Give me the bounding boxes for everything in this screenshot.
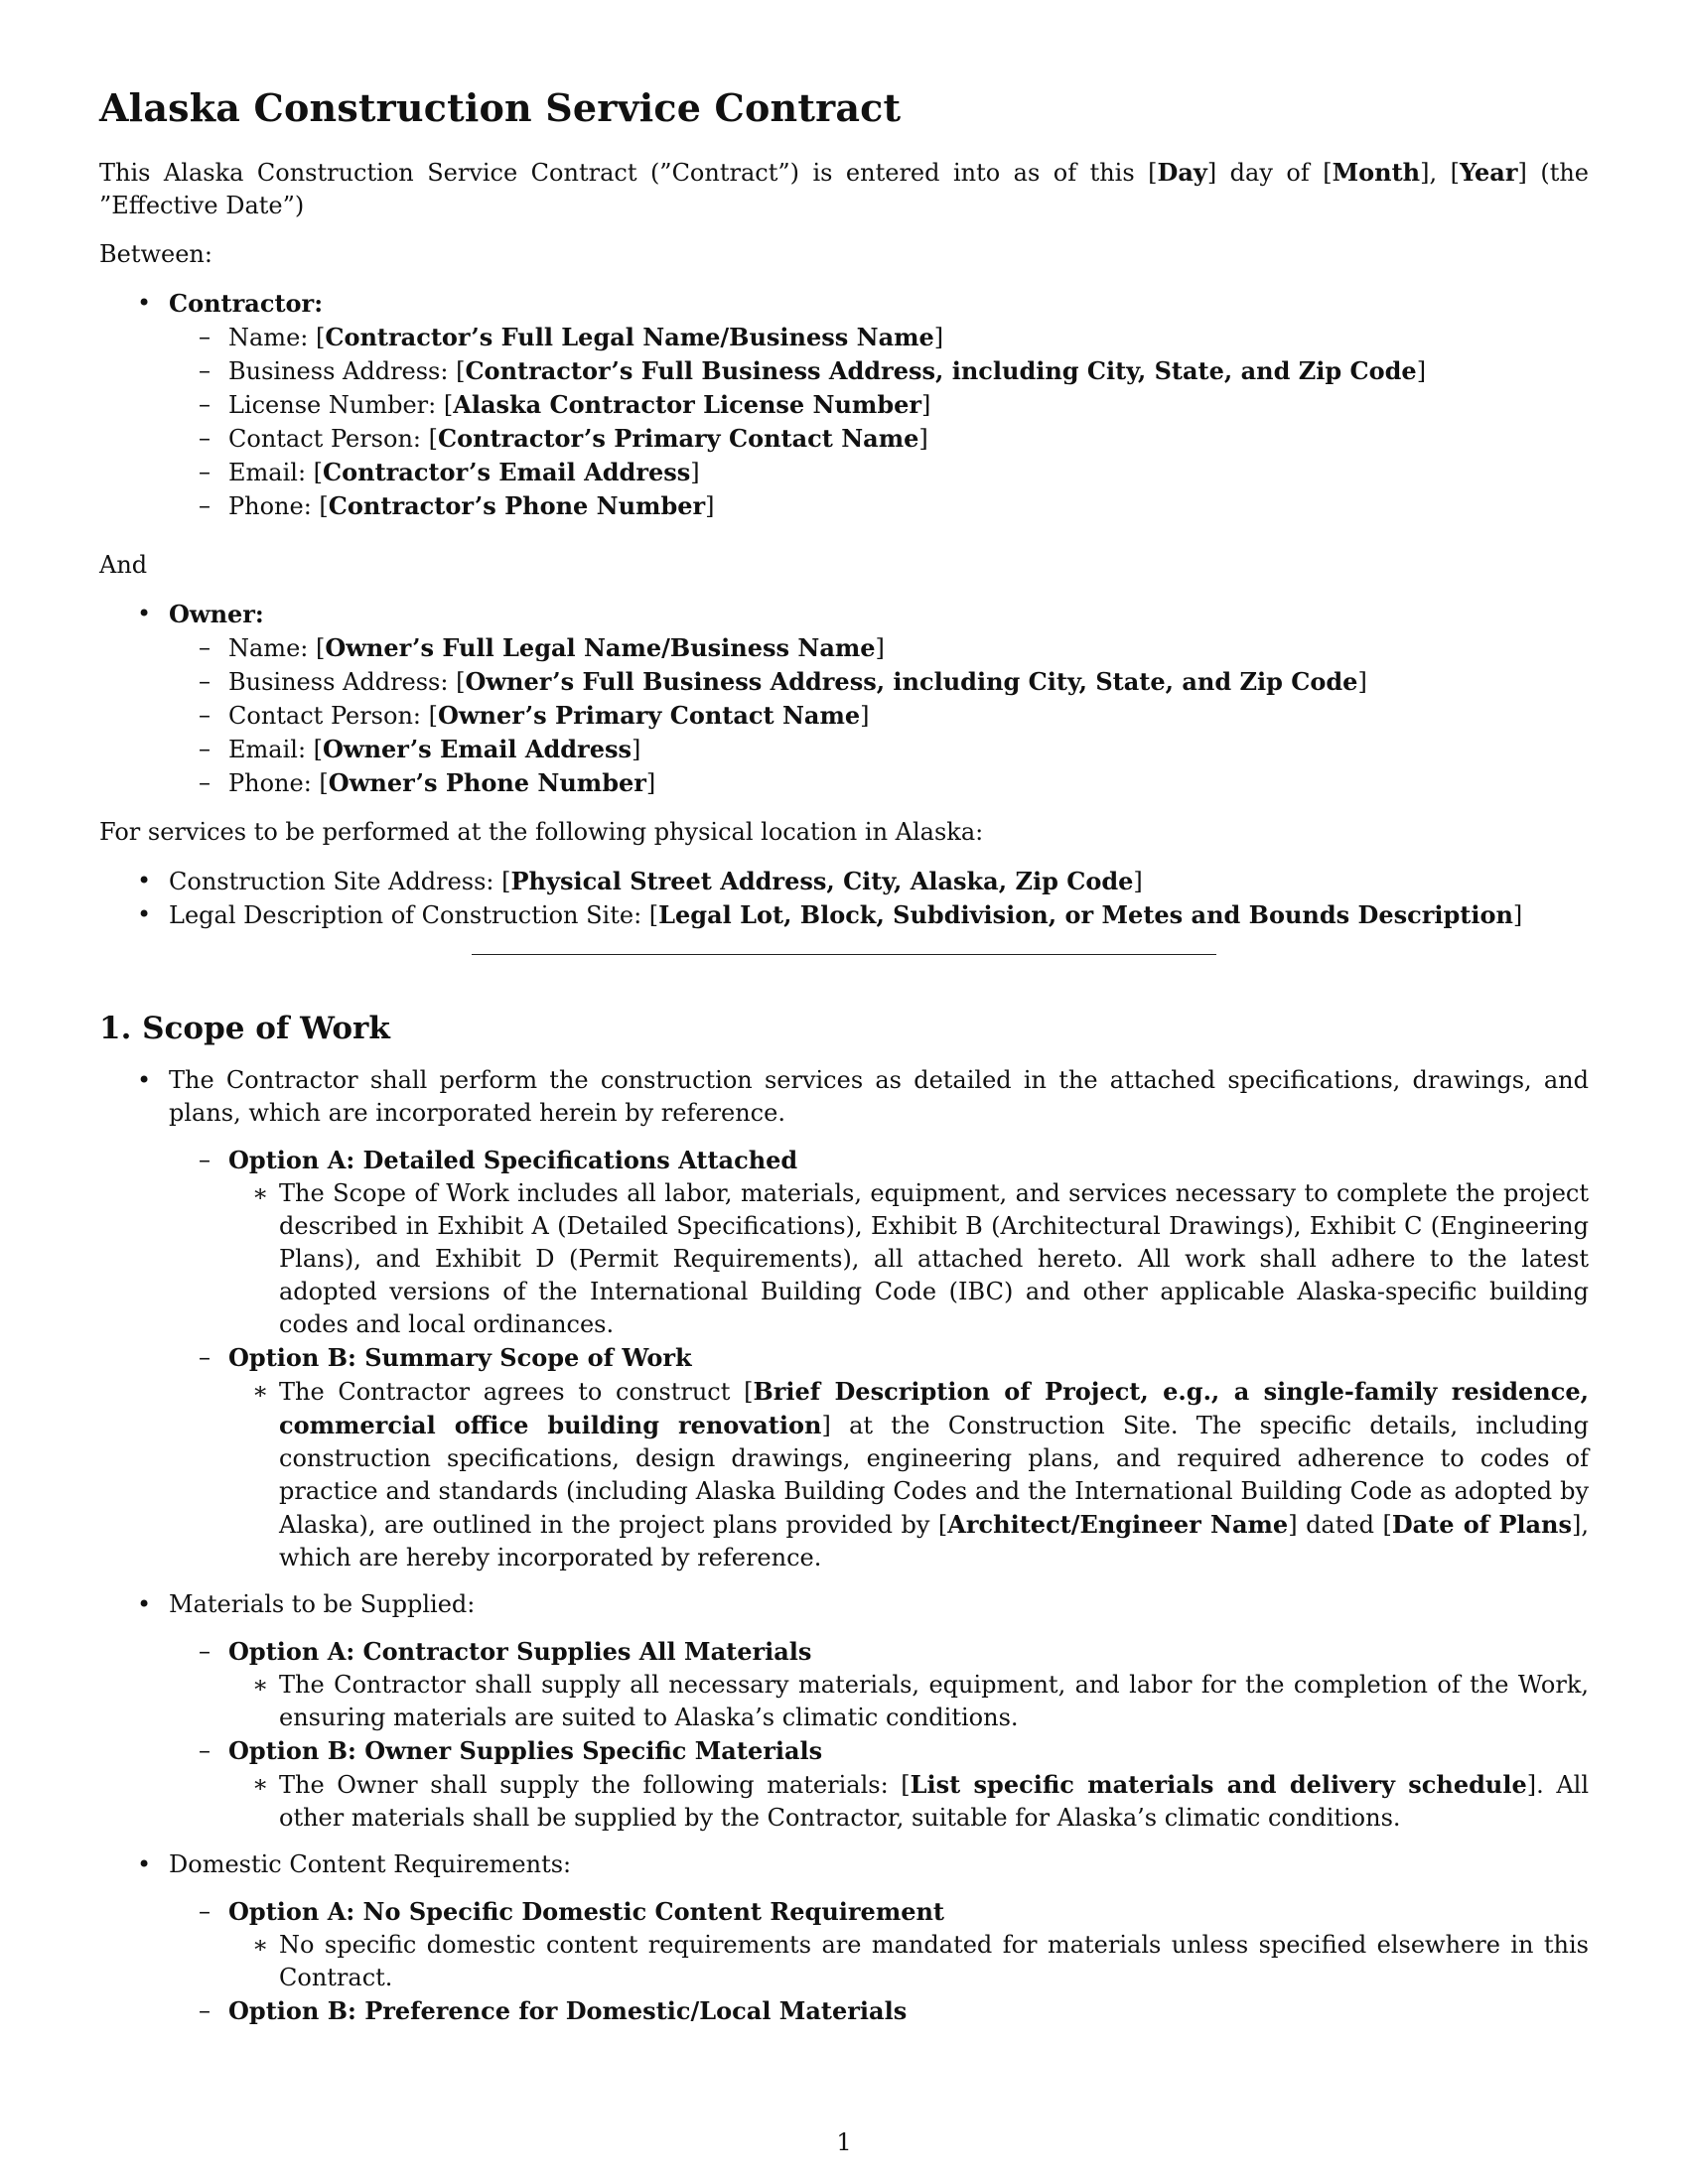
- scope-option-b-text: ∗ The Contractor agrees to construct [Brief Description of Project, e.g., a single-family residence, commercial office building renovation] at the Construction Site. The specific details, including construction specifications, design drawings, engineering plans, and required adherence to codes of practice and standards (including Alaska Building Codes and the International Building Code as adopted by Alaska), are outlined in the project plans provided by [Architect/Engineer Name] dated [Date of Plans], which are hereby incorporated by reference.: [228, 1375, 1589, 1574]
- contractor-address-field: – Business Address: [Contractor’s Full Business Address, including City, State, and Zip Code]: [169, 354, 1589, 388]
- scope-option-a-text: ∗ The Scope of Work includes all labor, materials, equipment, and services necessary to complete the project described in Exhibit A (Detailed Specifications), Exhibit B (Architectural Drawings), Exhibit C (Engineering Plans), and Exhibit D (Permit Requirements), all attached hereto. All work shall adhere to the latest adopted versions of the International Building Code (IBC) and other applicable Alaska-specific building codes and local ordinances.: [228, 1177, 1589, 1341]
- materials-option-b-title: Option B: Owner Supplies Specific Materials: [228, 1736, 823, 1765]
- owner-fields: [169, 631, 1589, 800]
- contractor-heading: Contractor:: [169, 289, 324, 318]
- materials-option-a-text: ∗ The Contractor shall supply all necessary materials, equipment, and labor for the completion of the Work, ensuring materials are suited to Alaska’s climatic conditions.: [228, 1669, 1589, 1734]
- intro-paragraph: [99, 156, 1589, 222]
- site-address-item: • Construction Site Address: [Physical Street Address, City, Alaska, Zip Code]: [99, 865, 1589, 898]
- materials-option-b-text: ∗ The Owner shall supply the following materials: [List specific materials and delivery schedule]. All other materials shall be supplied by the Contractor, suitable for Alaska’s climatic conditions.: [228, 1768, 1589, 1835]
- intro-text: This Alaska Construction Service Contract (”Contract”) is entered into as of this [: [99, 159, 1158, 187]
- domestic-option-b: [169, 1994, 1589, 2028]
- contractor-block: [99, 287, 1589, 523]
- between-label: Between:: [99, 240, 212, 268]
- intro-text: ] (the ”Effective Date”): [99, 159, 1589, 219]
- owner-item: [99, 598, 1589, 800]
- materials-item: [99, 1588, 1589, 1835]
- contractor-name-field: – Name: [Contractor’s Full Legal Name/Business Name]: [169, 321, 1589, 354]
- contractor-license-field: – License Number: [Alaska Contractor License Number]: [169, 388, 1589, 422]
- materials-options: [169, 1635, 1589, 1835]
- domestic-option-a-title: Option A: No Specific Domestic Content Requirement: [228, 1897, 945, 1926]
- materials-label: Materials to be Supplied:: [169, 1590, 476, 1618]
- scope-intro-item: [99, 1064, 1589, 1574]
- scope-option-b-title: Option B: Summary Scope of Work: [228, 1343, 692, 1372]
- owner-email-field: – Email: [Owner’s Email Address]: [169, 733, 1589, 766]
- scope-option-a-details: [228, 1177, 1589, 1341]
- horizontal-rule: [472, 954, 1216, 955]
- materials-option-a-title: Option A: Contractor Supplies All Materials: [228, 1637, 812, 1666]
- intro-text: ], [: [1420, 159, 1460, 187]
- owner-heading: Owner:: [169, 600, 264, 628]
- legal-description-item: • Legal Description of Construction Site: [Legal Lot, Block, Subdivision, or Metes and Bounds Description]: [99, 898, 1589, 932]
- placeholder-month: Month: [1332, 158, 1421, 187]
- owner-block: [99, 598, 1589, 800]
- materials-option-b-details: [228, 1768, 1589, 1835]
- document-title: Alaska Construction Service Contract: [99, 85, 902, 130]
- domestic-option-a: [169, 1895, 1589, 1994]
- intro-text: ] day of [: [1206, 159, 1333, 187]
- owner-address-field: – Business Address: [Owner’s Full Business Address, including City, State, and Zip Code]: [169, 665, 1589, 699]
- location-list: [99, 865, 1589, 932]
- domestic-option-a-text: ∗ No specific domestic content requirements are mandated for materials unless specified elsewhere in this Contract.: [228, 1929, 1589, 1994]
- contractor-contact-field: – Contact Person: [Contractor’s Primary Contact Name]: [169, 422, 1589, 456]
- contractor-fields: [169, 321, 1589, 523]
- scope-of-work-list: [99, 1064, 1589, 2028]
- domestic-option-a-details: [228, 1929, 1589, 1994]
- domestic-content-item: [99, 1848, 1589, 2028]
- domestic-options: [169, 1895, 1589, 2028]
- materials-option-a-details: [228, 1669, 1589, 1734]
- owner-contact-field: – Contact Person: [Owner’s Primary Contact Name]: [169, 699, 1589, 733]
- section-1-heading: 1. Scope of Work: [99, 1011, 390, 1046]
- materials-option-b: [169, 1734, 1589, 1835]
- scope-option-a-title: Option A: Detailed Specifications Attached: [228, 1146, 798, 1174]
- domestic-content-label: Domestic Content Requirements:: [169, 1850, 572, 1878]
- scope-option-b: [169, 1341, 1589, 1574]
- owner-phone-field: – Phone: [Owner’s Phone Number]: [169, 766, 1589, 800]
- placeholder-year: Year: [1459, 158, 1518, 187]
- location-intro: For services to be performed at the following physical location in Alaska:: [99, 818, 984, 846]
- scope-option-b-details: [228, 1375, 1589, 1574]
- contractor-phone-field: – Phone: [Contractor’s Phone Number]: [169, 489, 1589, 523]
- scope-option-a: [169, 1144, 1589, 1341]
- scope-options: [169, 1144, 1589, 1574]
- page-number: 1: [836, 2128, 852, 2156]
- scope-intro-text: The Contractor shall perform the construction services as detailed in the attached specifications, drawings, and plans, which are incorporated herein by reference.: [169, 1066, 1589, 1127]
- owner-name-field: – Name: [Owner’s Full Legal Name/Business Name]: [169, 631, 1589, 665]
- contractor-item: [99, 287, 1589, 523]
- placeholder-day: Day: [1157, 158, 1207, 187]
- contractor-email-field: – Email: [Contractor’s Email Address]: [169, 456, 1589, 489]
- and-label: And: [99, 551, 148, 579]
- materials-option-a: [169, 1635, 1589, 1734]
- domestic-option-b-title: Option B: Preference for Domestic/Local Materials: [228, 1996, 908, 2025]
